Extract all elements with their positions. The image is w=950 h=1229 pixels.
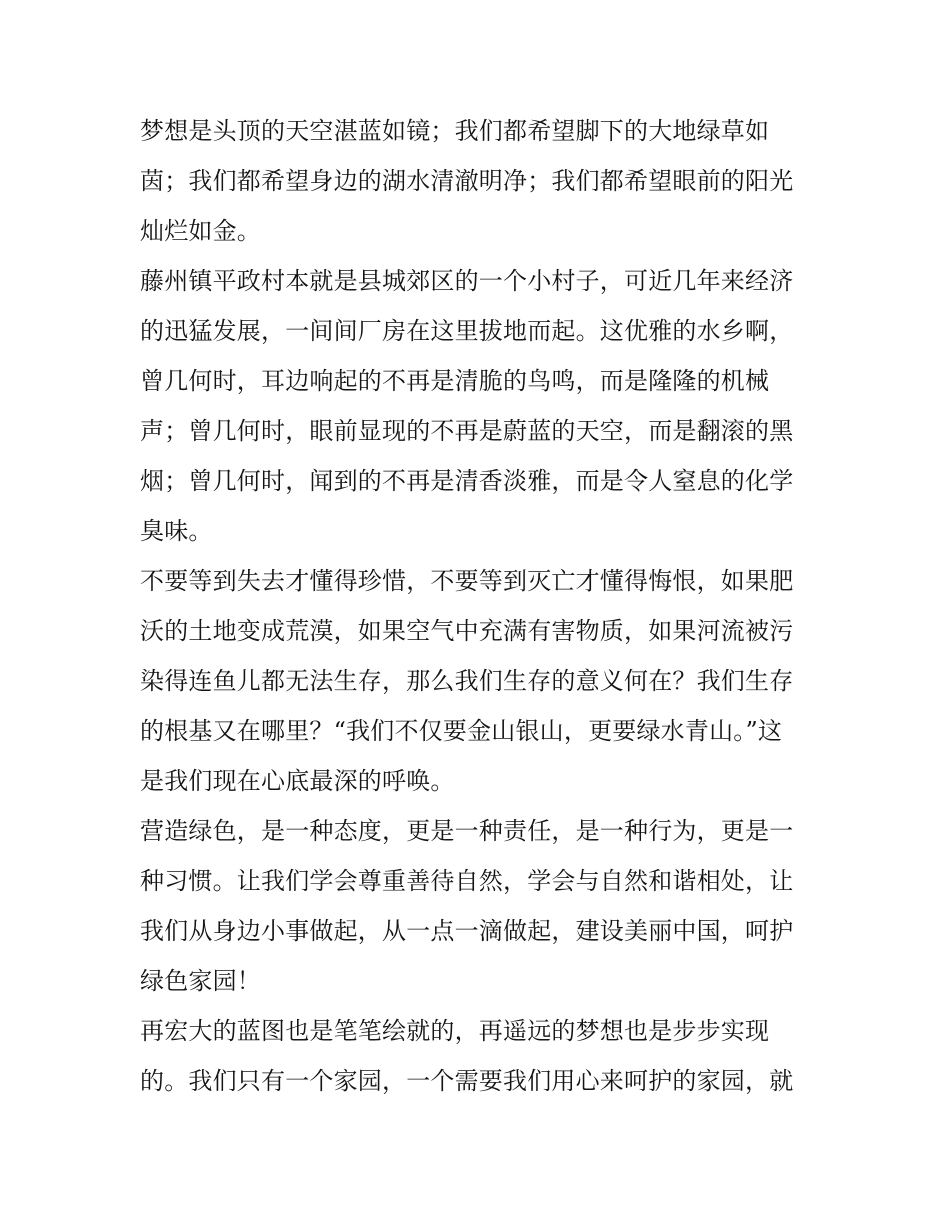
- text-line: 种习惯。让我们学会尊重善待自然，学会与自然和谐相处，让: [140, 867, 794, 895]
- text-line: 沃的土地变成荒漠，如果空气中充满有害物质，如果河流被污: [140, 617, 794, 645]
- text-line: 不要等到失去才懂得珍惜，不要等到灭亡才懂得悔恨，如果肥: [140, 567, 794, 595]
- text-line: 声；曾几何时，眼前显现的不再是蔚蓝的天空，而是翻滚的黑: [140, 417, 794, 445]
- text-line: 是我们现在心底最深的呼唤。: [140, 767, 455, 795]
- text-line: 染得连鱼儿都无法生存，那么我们生存的意义何在？我们生存: [140, 667, 794, 695]
- text-line: 我们从身边小事做起，从一点一滴做起，建设美丽中国，呵护: [140, 917, 794, 945]
- text-line: 的迅猛发展，一间间厂房在这里拔地而起。这优雅的水乡啊，: [140, 317, 794, 345]
- text-line: 灿烂如金。: [140, 217, 261, 245]
- text-line: 曾几何时，耳边响起的不再是清脆的鸟鸣，而是隆隆的机械: [140, 367, 770, 395]
- text-line: 的根基又在哪里？“我们不仅要金山银山，更要绿水青山。”这: [140, 717, 783, 745]
- text-line: 营造绿色，是一种态度，更是一种责任，是一种行为，更是一: [140, 817, 794, 845]
- document-body: [140, 106, 815, 1106]
- text-line: 梦想是头顶的天空湛蓝如镜；我们都希望脚下的大地绿草如: [140, 117, 770, 145]
- text-line: 藤州镇平政村本就是县城郊区的一个小村子，可近几年来经济: [140, 267, 794, 295]
- text-line: 的。我们只有一个家园，一个需要我们用心来呵护的家园，就: [140, 1067, 794, 1095]
- text-line: 绿色家园！: [140, 967, 261, 995]
- text-line: 茵；我们都希望身边的湖水清澈明净；我们都希望眼前的阳光: [140, 167, 794, 195]
- text-line: 烟；曾几何时，闻到的不再是清香淡雅，而是令人窒息的化学: [140, 467, 794, 495]
- text-line: 臭味。: [140, 517, 213, 545]
- text-line: 再宏大的蓝图也是笔笔绘就的，再遥远的梦想也是步步实现: [140, 1017, 770, 1045]
